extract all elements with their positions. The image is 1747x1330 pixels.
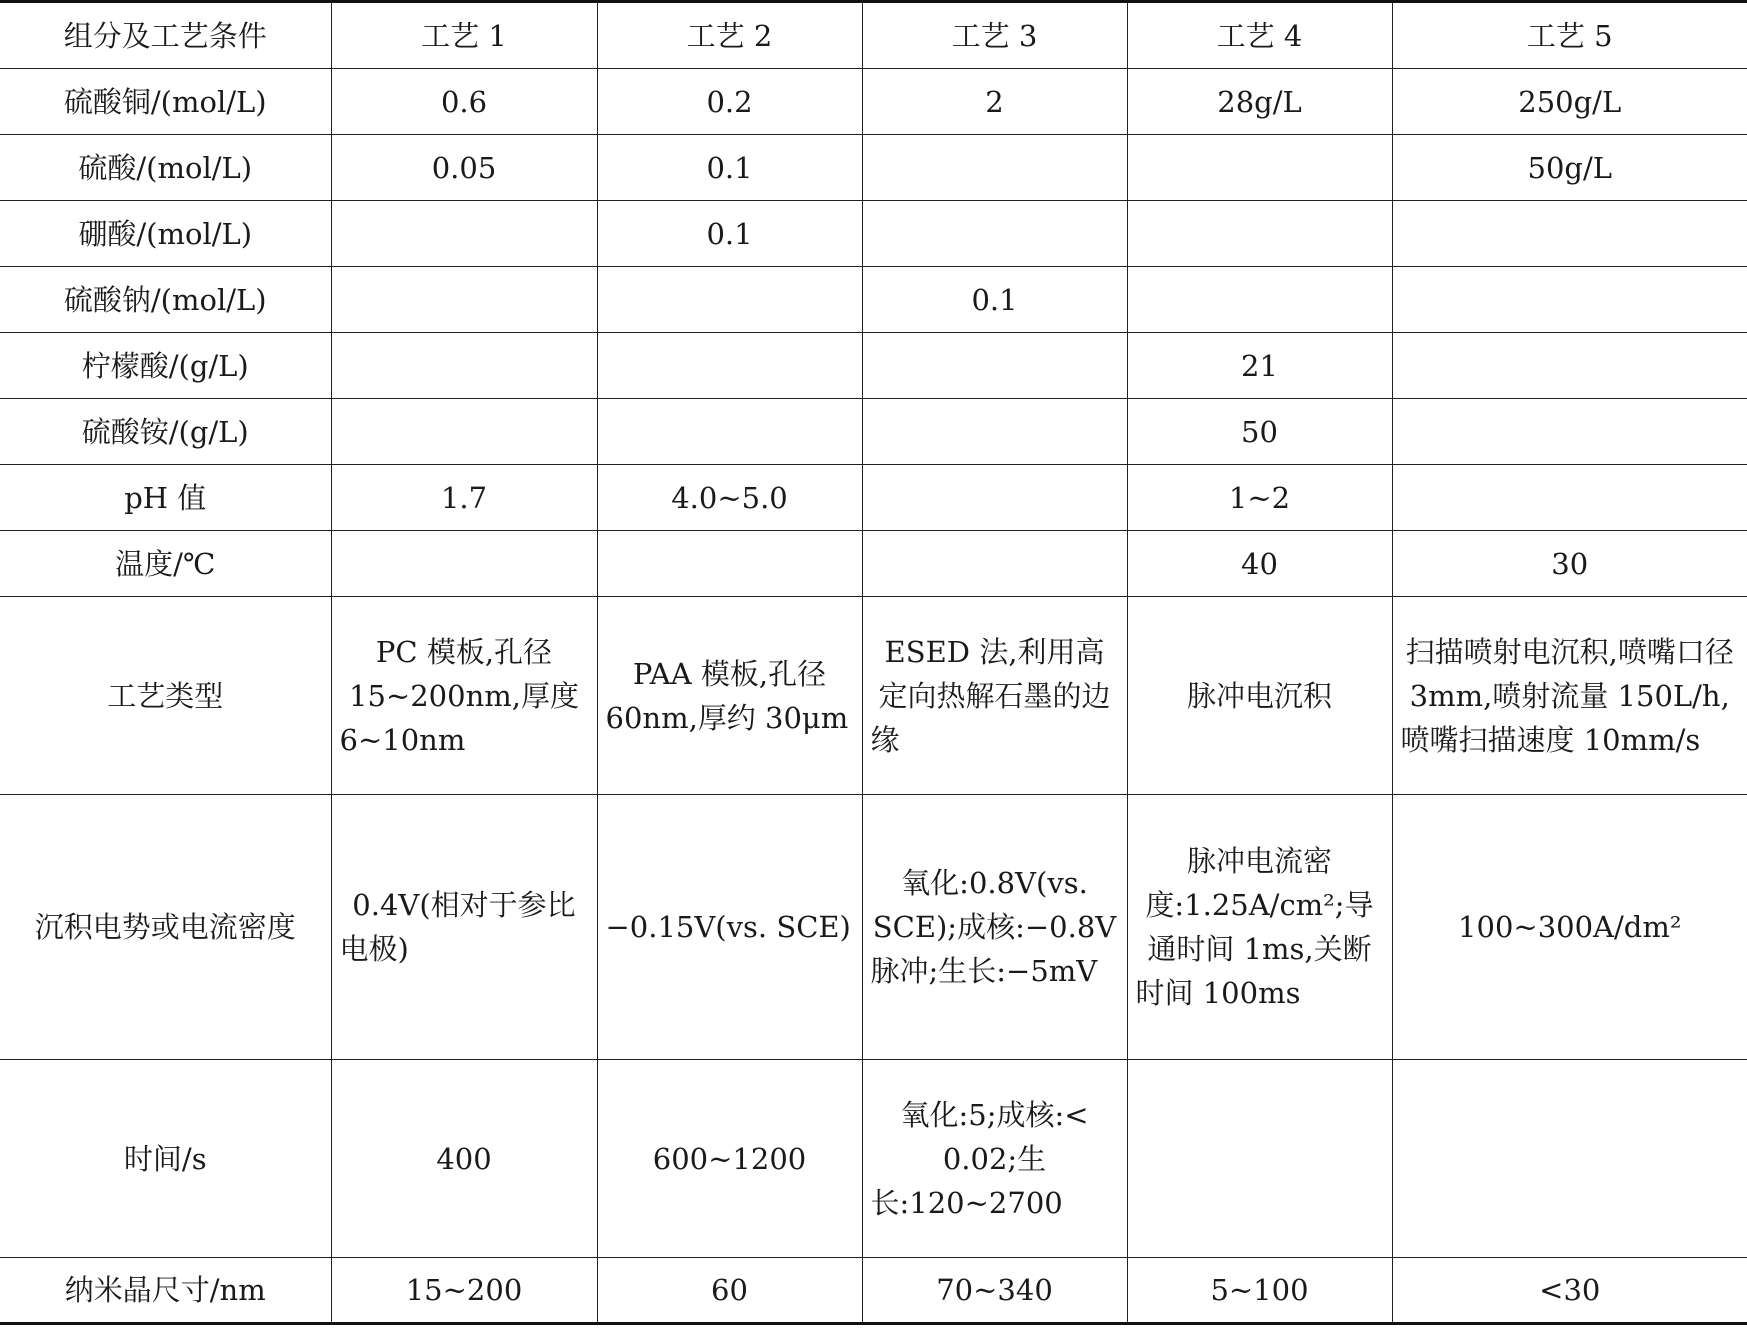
row-label: 柠檬酸/(g/L)	[0, 333, 331, 399]
table-cell	[331, 201, 597, 267]
table-cell: 脉冲电沉积	[1127, 597, 1392, 795]
table-cell: 70~340	[862, 1258, 1127, 1324]
row-label: pH 值	[0, 465, 331, 531]
table-cell	[597, 399, 862, 465]
table-cell: 0.05	[331, 135, 597, 201]
table-cell: 0.4V(相对于参比电极)	[331, 795, 597, 1060]
table-cell: 21	[1127, 333, 1392, 399]
header-cell-process-5: 工艺 5	[1392, 2, 1747, 69]
table-cell: ESED 法,利用高定向热解石墨的边缘	[862, 597, 1127, 795]
table-cell: 0.6	[331, 69, 597, 135]
table-row	[0, 69, 1747, 135]
table-cell	[597, 531, 862, 597]
table-cell: 1~2	[1127, 465, 1392, 531]
row-label: 时间/s	[0, 1060, 331, 1258]
table-cell	[331, 399, 597, 465]
table-cell	[862, 333, 1127, 399]
table-cell: 250g/L	[1392, 69, 1747, 135]
row-label: 硫酸铵/(g/L)	[0, 399, 331, 465]
table-row	[0, 267, 1747, 333]
header-cell-process-2: 工艺 2	[597, 2, 862, 69]
table-cell	[1392, 465, 1747, 531]
header-cell-process-1: 工艺 1	[331, 2, 597, 69]
table-row	[0, 597, 1747, 795]
table-cell: 0.2	[597, 69, 862, 135]
table-cell: −0.15V(vs. SCE)	[597, 795, 862, 1060]
table-cell: 15~200	[331, 1258, 597, 1324]
table-cell: 50	[1127, 399, 1392, 465]
table-row	[0, 135, 1747, 201]
header-cell-process-3: 工艺 3	[862, 2, 1127, 69]
table-cell: 4.0~5.0	[597, 465, 862, 531]
table-cell	[331, 333, 597, 399]
row-label: 纳米晶尺寸/nm	[0, 1258, 331, 1324]
table-cell: 100~300A/dm²	[1392, 795, 1747, 1060]
table-row	[0, 333, 1747, 399]
row-label: 硫酸钠/(mol/L)	[0, 267, 331, 333]
table-cell: 28g/L	[1127, 69, 1392, 135]
table-cell: 600~1200	[597, 1060, 862, 1258]
table-cell: 氧化:5;成核:< 0.02;生长:120~2700	[862, 1060, 1127, 1258]
table-row	[0, 531, 1747, 597]
table-cell	[1392, 267, 1747, 333]
table-row	[0, 1258, 1747, 1324]
table-row	[0, 1060, 1747, 1258]
table-cell: 0.1	[597, 135, 862, 201]
table-cell: 氧化:0.8V(vs. SCE);成核:−0.8V 脉冲;生长:−5mV	[862, 795, 1127, 1060]
table-cell	[862, 135, 1127, 201]
row-label: 硫酸铜/(mol/L)	[0, 69, 331, 135]
table-cell: 0.1	[862, 267, 1127, 333]
table-cell: 2	[862, 69, 1127, 135]
row-label: 硼酸/(mol/L)	[0, 201, 331, 267]
table-cell: 1.7	[331, 465, 597, 531]
table-cell	[1127, 1060, 1392, 1258]
table-cell: <30	[1392, 1258, 1747, 1324]
row-label: 温度/℃	[0, 531, 331, 597]
table-cell: 30	[1392, 531, 1747, 597]
table-cell	[1127, 135, 1392, 201]
table-cell: PC 模板,孔径 15~200nm,厚度 6~10nm	[331, 597, 597, 795]
table-cell	[862, 399, 1127, 465]
table-cell	[1392, 333, 1747, 399]
table-cell: 60	[597, 1258, 862, 1324]
table-cell: 扫描喷射电沉积,喷嘴口径 3mm,喷射流量 150L/h,喷嘴扫描速度 10mm/s	[1392, 597, 1747, 795]
table-cell: 5~100	[1127, 1258, 1392, 1324]
table-cell: PAA 模板,孔径 60nm,厚约 30μm	[597, 597, 862, 795]
table-cell	[862, 201, 1127, 267]
row-label: 硫酸/(mol/L)	[0, 135, 331, 201]
header-cell-process-4: 工艺 4	[1127, 2, 1392, 69]
table-cell	[597, 333, 862, 399]
table-cell	[331, 531, 597, 597]
table-cell: 0.1	[597, 201, 862, 267]
table-cell	[1392, 201, 1747, 267]
table-cell	[597, 267, 862, 333]
table-cell	[1127, 267, 1392, 333]
row-label: 工艺类型	[0, 597, 331, 795]
header-cell-component: 组分及工艺条件	[0, 2, 331, 69]
table-row	[0, 399, 1747, 465]
table-cell: 400	[331, 1060, 597, 1258]
table-cell	[331, 267, 597, 333]
table-cell: 50g/L	[1392, 135, 1747, 201]
table-cell	[1392, 1060, 1747, 1258]
header-row	[0, 2, 1747, 69]
row-label: 沉积电势或电流密度	[0, 795, 331, 1060]
table-cell	[862, 465, 1127, 531]
table-row	[0, 795, 1747, 1060]
table-cell: 脉冲电流密度:1.25A/cm²;导通时间 1ms,关断时间 100ms	[1127, 795, 1392, 1060]
table-cell: 40	[1127, 531, 1392, 597]
table-row	[0, 201, 1747, 267]
table-cell	[1127, 201, 1392, 267]
table-cell	[862, 531, 1127, 597]
table-cell	[1392, 399, 1747, 465]
table-row	[0, 465, 1747, 531]
